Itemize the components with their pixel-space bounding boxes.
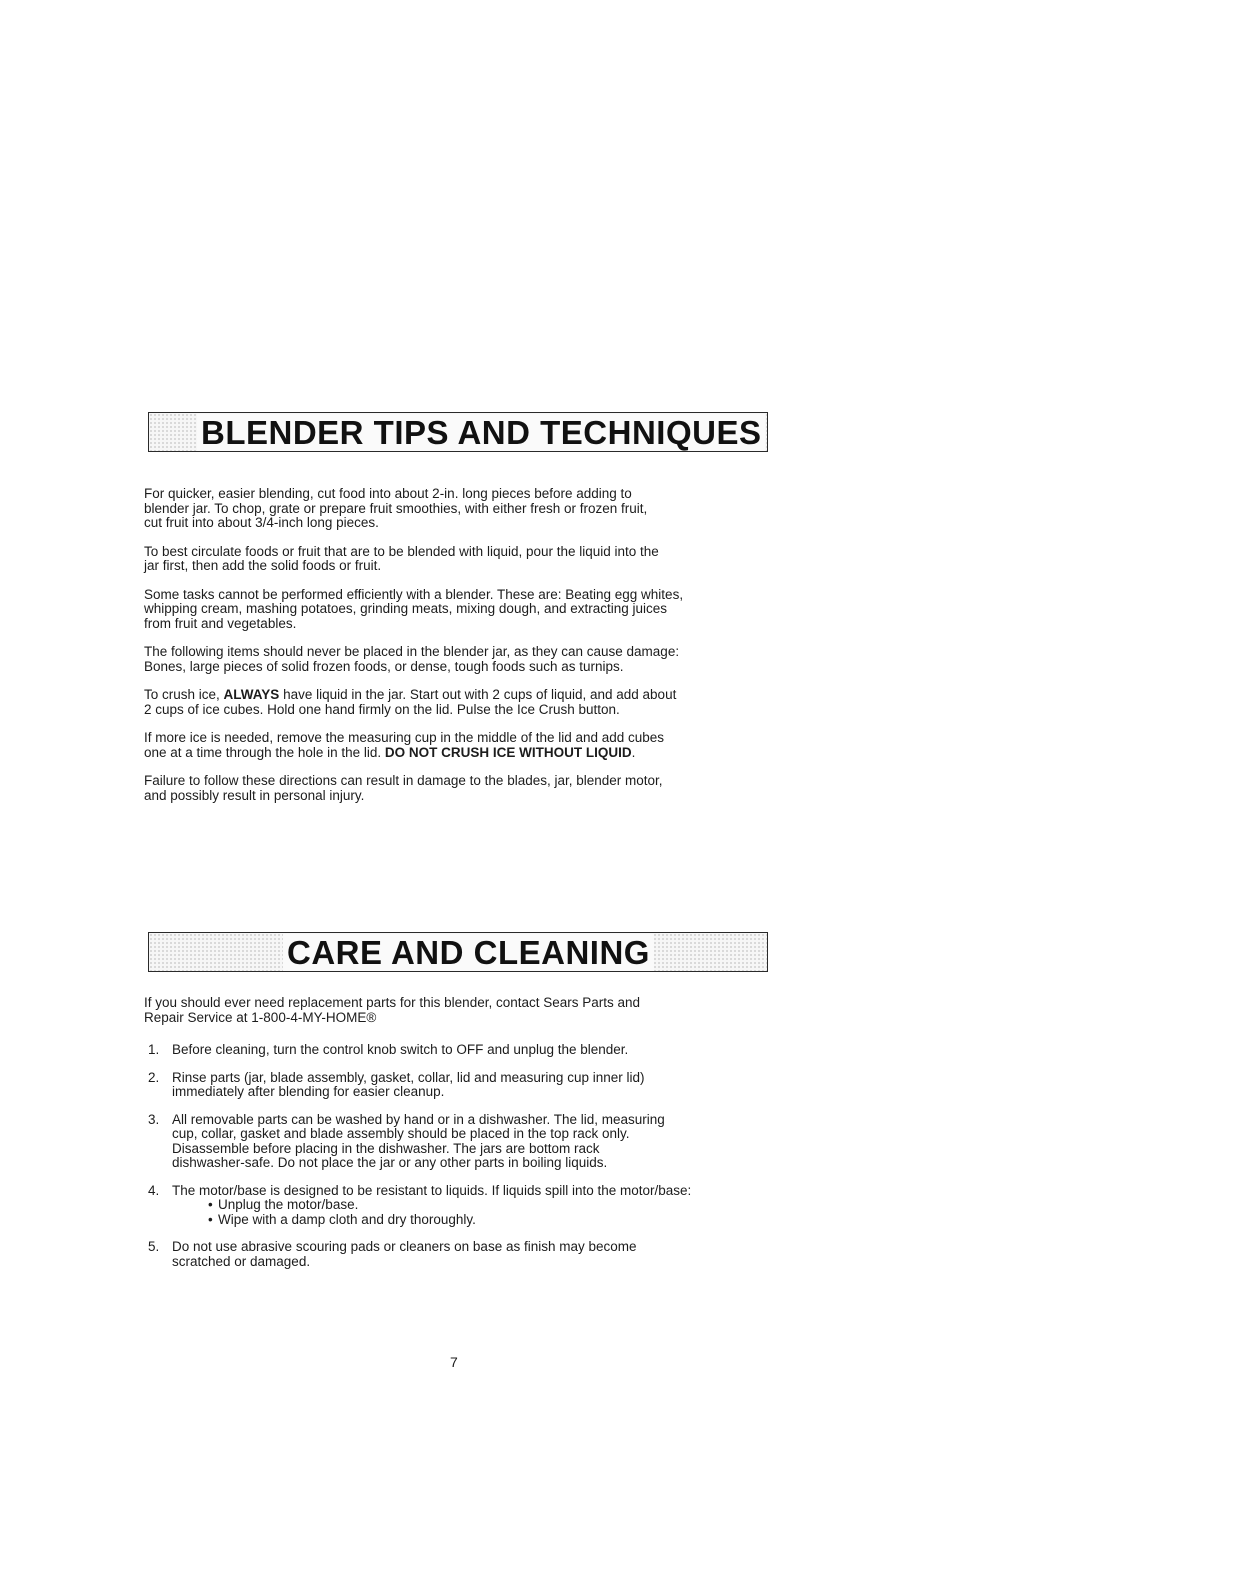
bullet-text: Wipe with a damp cloth and dry thoroughly. <box>218 1211 476 1227</box>
item-text: Rinse parts (jar, blade assembly, gasket, collar, lid and measuring cup inner lid) immediately after blending for easier cleanup. <box>172 1069 645 1099</box>
text-run: If more ice is needed, remove the measuring cup in the middle of the lid and add cubes one at a time through the hole in the lid. <box>144 730 665 760</box>
item-text: Before cleaning, turn the control knob switch to OFF and unplug the blender. <box>172 1042 629 1057</box>
list-item <box>144 1184 784 1228</box>
blender-tips-section <box>144 487 784 817</box>
ice-warning-paragraph <box>144 731 784 760</box>
list-item <box>144 1240 784 1269</box>
bullet-item <box>208 1198 784 1213</box>
section-title: CARE AND CLEANING <box>283 934 654 972</box>
list-item <box>144 1113 784 1171</box>
bullet-text: Unplug the motor/base. <box>218 1197 359 1212</box>
item-number: 1. <box>148 1042 160 1057</box>
tip-paragraph: To best circulate foods or fruit that are to be blended with liquid, pour the liquid into the jar first, then add the solid foods or fruit. <box>144 543 659 573</box>
care-cleaning-section <box>144 996 784 1282</box>
tip-paragraph: For quicker, easier blending, cut food into about 2-in. long pieces before adding to blender jar. To chop, grate or prepare fruit smoothies, with either fresh or frozen fruit, cut fruit into about 3/4-inch long pieces. <box>144 486 648 530</box>
intro-paragraph: If you should ever need replacement parts for this blender, contact Sears Parts and Repair Service at 1-800-4-MY-HOME® <box>144 995 641 1025</box>
cleaning-steps <box>144 1043 784 1269</box>
section-title: BLENDER TIPS AND TECHNIQUES <box>197 414 765 452</box>
section-banner-care-cleaning <box>148 932 768 972</box>
tip-paragraph: Some tasks cannot be performed efficiently with a blender. These are: Beating egg whites, whipping cream, mashing potatoes, grinding meats, mixing dough, and extracting juices from fruit and vegetables. <box>144 586 684 631</box>
warning-text: DO NOT CRUSH ICE WITHOUT LIQUID <box>384 744 632 760</box>
tip-paragraph: The following items should never be placed in the blender jar, as they can cause damage: Bones, large pieces of solid frozen foods, or dense, tough foods such as turnips. <box>144 644 680 674</box>
ice-crush-paragraph <box>144 688 784 717</box>
item-text: The motor/base is designed to be resistant to liquids. If liquids spill into the motor/base: <box>172 1182 692 1198</box>
emphasis-text: ALWAYS <box>223 687 280 702</box>
text-run: . <box>631 744 636 760</box>
item-number: 5. <box>148 1239 160 1254</box>
item-number: 2. <box>148 1069 160 1085</box>
list-item <box>144 1071 784 1100</box>
section-banner-blender-tips <box>148 412 768 452</box>
bullet-list <box>172 1198 784 1227</box>
item-number: 4. <box>148 1182 160 1198</box>
item-number: 3. <box>148 1111 160 1127</box>
tip-paragraph: Failure to follow these directions can result in damage to the blades, jar, blender motor, and possibly result in personal injury. <box>144 773 663 803</box>
bullet-icon: • <box>208 1211 213 1227</box>
item-text: All removable parts can be washed by hand or in a dishwasher. The lid, measuring cup, collar, gasket and blade assembly should be placed in the top rack only. Disassemble before placing in the dishwasher. The jars are bottom rack dishwasher-safe. Do not place the jar or any other parts in boiling liquids. <box>172 1111 665 1170</box>
item-text: Do not use abrasive scouring pads or cleaners on base as finish may become scratched or damaged. <box>172 1239 637 1269</box>
text-run: To crush ice, <box>144 687 224 702</box>
text-run: have liquid in the jar. Start out with 2 cups of liquid, and add about 2 cups of ice cubes. Hold one hand firmly on the lid. Pulse the Ice Crush button. <box>144 687 677 717</box>
page-number: 7 <box>450 1354 458 1370</box>
bullet-icon: • <box>208 1197 213 1212</box>
bullet-item <box>208 1213 784 1228</box>
list-item <box>144 1043 784 1058</box>
